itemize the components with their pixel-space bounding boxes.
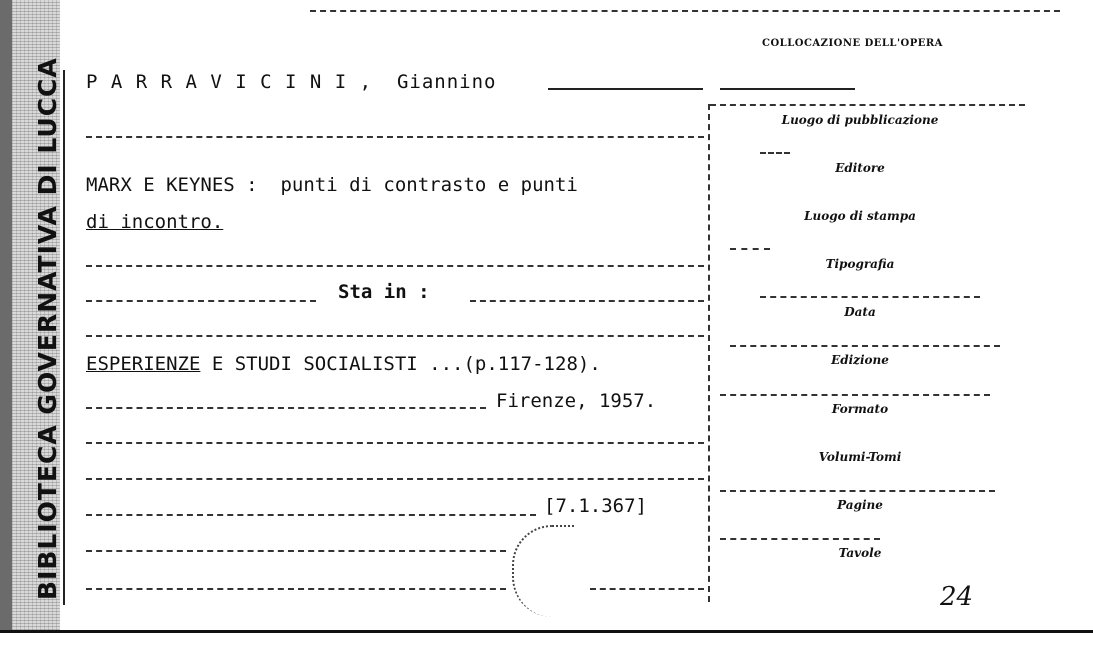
field-edizione: Edizione bbox=[831, 353, 889, 367]
field-tavole: Tavole bbox=[838, 546, 882, 560]
margin-rule bbox=[63, 70, 65, 605]
column-separator bbox=[708, 104, 710, 602]
field-luogo-pubblicazione: Luogo di pubblicazione bbox=[781, 113, 939, 127]
ruled-line bbox=[86, 407, 486, 409]
field-formato: Formato bbox=[831, 402, 889, 416]
author-underline-right bbox=[720, 88, 855, 90]
field-rule bbox=[730, 248, 770, 250]
ruled-line bbox=[86, 514, 536, 516]
field-tipografia: Tipografia bbox=[825, 257, 895, 271]
place-year: Firenze, 1957. bbox=[496, 390, 657, 412]
ruled-line bbox=[86, 478, 704, 480]
field-rule bbox=[720, 394, 990, 396]
top-dashed-border bbox=[310, 10, 1060, 12]
field-editore: Editore bbox=[835, 161, 885, 175]
pencil-mark bbox=[512, 525, 574, 617]
series-line bbox=[86, 353, 601, 375]
title-line-2: di incontro. bbox=[86, 211, 224, 233]
ruled-line bbox=[86, 550, 506, 552]
field-luogo-stampa: Luogo di stampa bbox=[804, 209, 916, 223]
ruled-line bbox=[86, 442, 704, 444]
sta-in-label: Sta in : bbox=[338, 281, 430, 303]
ruled-line bbox=[470, 300, 704, 302]
ruled-line bbox=[590, 588, 704, 590]
card-edge-shadow bbox=[0, 0, 12, 630]
field-rule bbox=[730, 345, 1000, 347]
title-line-1: MARX E KEYNES : punti di contrasto e punti bbox=[86, 174, 578, 196]
library-stamp: BIBLIOTECA GOVERNATIVA DI LUCCA bbox=[33, 57, 62, 600]
field-data: Data bbox=[844, 305, 876, 319]
field-volumi-tomi: Volumi-Tomi bbox=[818, 450, 902, 464]
bottom-border bbox=[0, 630, 1093, 633]
author-name: P A R R A V I C I N I , Giannino bbox=[86, 71, 497, 93]
field-rule bbox=[720, 538, 880, 540]
ruled-line bbox=[86, 300, 316, 302]
ruled-line bbox=[86, 265, 704, 267]
ruled-line bbox=[86, 136, 704, 138]
field-rule bbox=[720, 490, 995, 492]
ruled-line bbox=[86, 335, 704, 337]
series-rest: E STUDI SOCIALISTI ...(p.117-128). bbox=[200, 353, 601, 375]
call-number: [7.1.367] bbox=[544, 495, 647, 517]
field-pagine: Pagine bbox=[837, 498, 883, 512]
field-rule bbox=[760, 152, 790, 154]
field-rule bbox=[760, 296, 980, 298]
ruled-line bbox=[86, 588, 506, 590]
author-underline bbox=[548, 88, 703, 90]
collocation-header: COLLOCAZIONE DELL'OPERA bbox=[762, 38, 943, 49]
handwritten-number: 24 bbox=[940, 582, 974, 612]
form-top-rule bbox=[710, 104, 1025, 106]
series-name: ESPERIENZE bbox=[86, 353, 201, 375]
